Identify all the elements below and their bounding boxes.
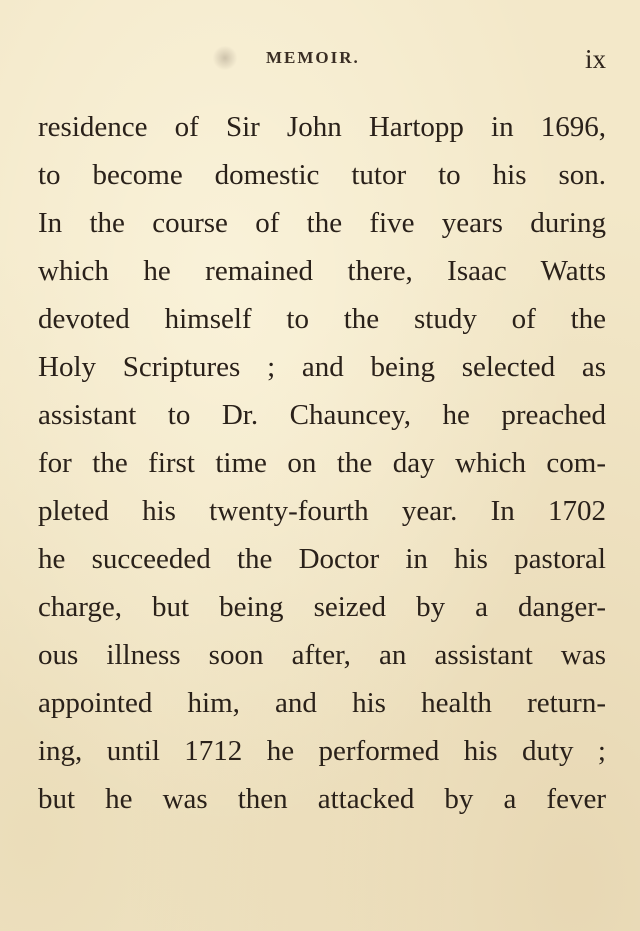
text-line: pleted his twenty-fourth year. In 1702 — [38, 495, 606, 527]
page-number: ix — [584, 44, 606, 74]
text-line: he succeeded the Doctor in his pastoral — [38, 543, 606, 575]
text-line: which he remained there, Isaac Watts — [38, 255, 606, 287]
running-title: MEMOIR. — [266, 48, 360, 67]
text-line: for the first time on the day which com- — [38, 447, 606, 479]
text-line: ing, until 1712 he performed his duty ; — [38, 735, 606, 767]
text-line: residence of Sir John Hartopp in 1696, — [38, 111, 606, 143]
text-line: appointed him, and his health return- — [38, 687, 606, 719]
text-line: ous illness soon after, an assistant was — [38, 639, 606, 671]
body-text — [38, 103, 606, 823]
text-line: Holy Scriptures ; and being selected as — [38, 351, 606, 383]
text-line: In the course of the five years during — [38, 207, 606, 239]
text-line: but he was then attacked by a fever — [38, 783, 606, 815]
text-line: assistant to Dr. Chauncey, he preached — [38, 399, 606, 431]
text-line: devoted himself to the study of the — [38, 303, 606, 335]
text-line: to become domestic tutor to his son. — [38, 159, 606, 191]
running-head — [38, 44, 606, 74]
text-line: charge, but being seized by a danger- — [38, 591, 606, 623]
